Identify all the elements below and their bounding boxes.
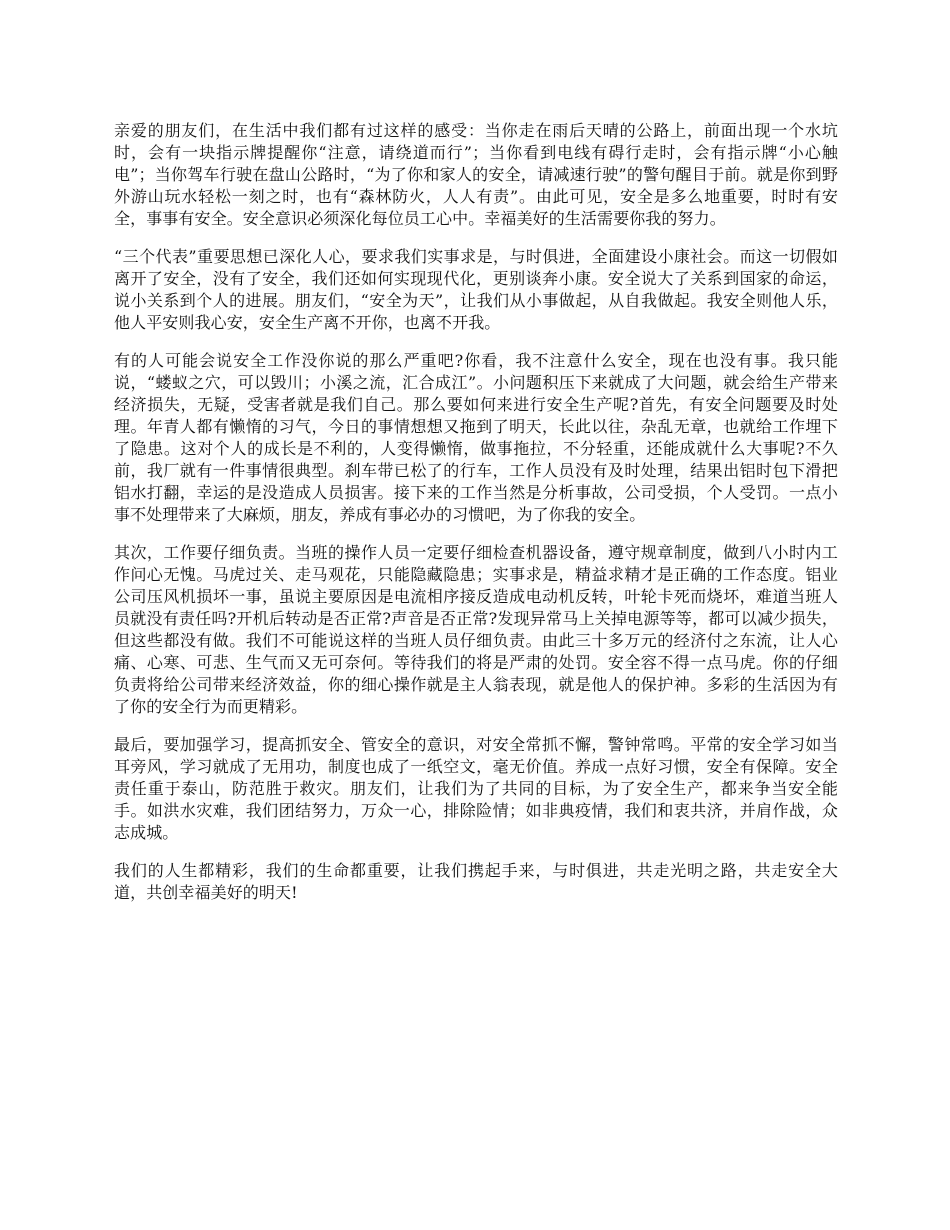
paragraph-three-represents: “三个代表”重要思想已深化人心，要求我们实事求是，与时俱进，全面建设小康社会。而这一切假如离开了安全，没有了安全，我们还如何实现现代化，更别谈奔小康。安全说大了关系到国家的命运，说小关系到个人的进展。朋友们，“安全为天”，让我们从小事做起，从自我做起。我安全则他人乐，他人平安则我心安，安全生产离不开你，也离不开我。 — [114, 247, 838, 332]
paragraph-conclusion: 我们的人生都精彩，我们的生命都重要，让我们携起手来，与时俱进，共走光明之路，共走安全大道，共创幸福美好的明天! — [114, 861, 838, 902]
paragraph-strengthen-learning: 最后，要加强学习，提高抓安全、管安全的意识，对安全常抓不懈，警钟常鸣。平常的安全学习如当耳旁风，学习就成了无用功，制度也成了一纸空文，毫无价值。养成一点好习惯，安全有保障。安全责任重于泰山，防范胜于救灾。朋友们，让我们为了共同的目标，为了安全生产，都来争当安全能手。如洪水灾难，我们团结努力，万众一心，排除险情；如非典疫情，我们和衷共济，并肩作战，众志成城。 — [114, 735, 838, 842]
paragraph-careful-work: 其次，工作要仔细负责。当班的操作人员一定要仔细检查机器设备，遵守规章制度，做到八小时内工作问心无愧。马虎过关、走马观花，只能隐藏隐患；实事求是，精益求精才是正确的工作态度。铝业公司压风机损坏一事，虽说主要原因是电流相序接反造成电动机反转，叶轮卡死而烧坏，难道当班人员就没有责任吗?开机后转动是否正常?声音是否正常?发现异常马上关掉电源等等，都可以减少损失，但这些都没有做。我们不可能说这样的当班人员仔细负责。由此三十多万元的经济付之东流，让人心痛、心寒、可悲、生气而又无可奈何。等待我们的将是严肃的处罚。安全容不得一点马虎。你的仔细负责将给公司带来经济效益，你的细心操作就是主人翁表现，就是他人的保护神。多彩的生活因为有了你的安全行为而更精彩。 — [114, 543, 838, 716]
paragraph-timely-handling: 有的人可能会说安全工作没你说的那么严重吧?你看，我不注意什么安全，现在也没有事。我只能说，“蝼蚁之穴，可以毁川；小溪之流，汇合成江”。小问题积压下来就成了大问题，就会给生产带来经济损失，无疑，受害者就是我们自己。那么要如何来进行安全生产呢?首先，有安全问题要及时处理。年青人都有懒惰的习气，今日的事情想想又拖到了明天，长此以往，杂乱无章，也就给工作埋下了隐患。这对个人的成长是不利的，人变得懒惰，做事拖拉，不分轻重，还能成就什么大事呢?不久前，我厂就有一件事情很典型。刹车带已松了的行车，工作人员没有及时处理，结果出铝时包下滑把铝水打翻，幸运的是没造成人员损害。接下来的工作当然是分析事故，公司受损，个人受罚。一点小事不处理带来了大麻烦，朋友，养成有事必办的习惯吧，为了你我的安全。 — [114, 351, 838, 524]
document-body — [114, 120, 838, 920]
paragraph-intro: 亲爱的朋友们，在生活中我们都有过这样的感受：当你走在雨后天晴的公路上，前面出现一个水坑时，会有一块指示牌提醒你“注意，请绕道而行”；当你看到电线有碍行走时，会有指示牌“小心触电”；当你驾车行驶在盘山公路时，“为了你和家人的安全，请减速行驶”的警句醒目于前。就是你到野外游山玩水轻松一刻之时，也有“森林防火，人人有责”。由此可见，安全是多么地重要，时时有安全，事事有安全。安全意识必须深化每位员工心中。幸福美好的生活需要你我的努力。 — [114, 121, 838, 228]
